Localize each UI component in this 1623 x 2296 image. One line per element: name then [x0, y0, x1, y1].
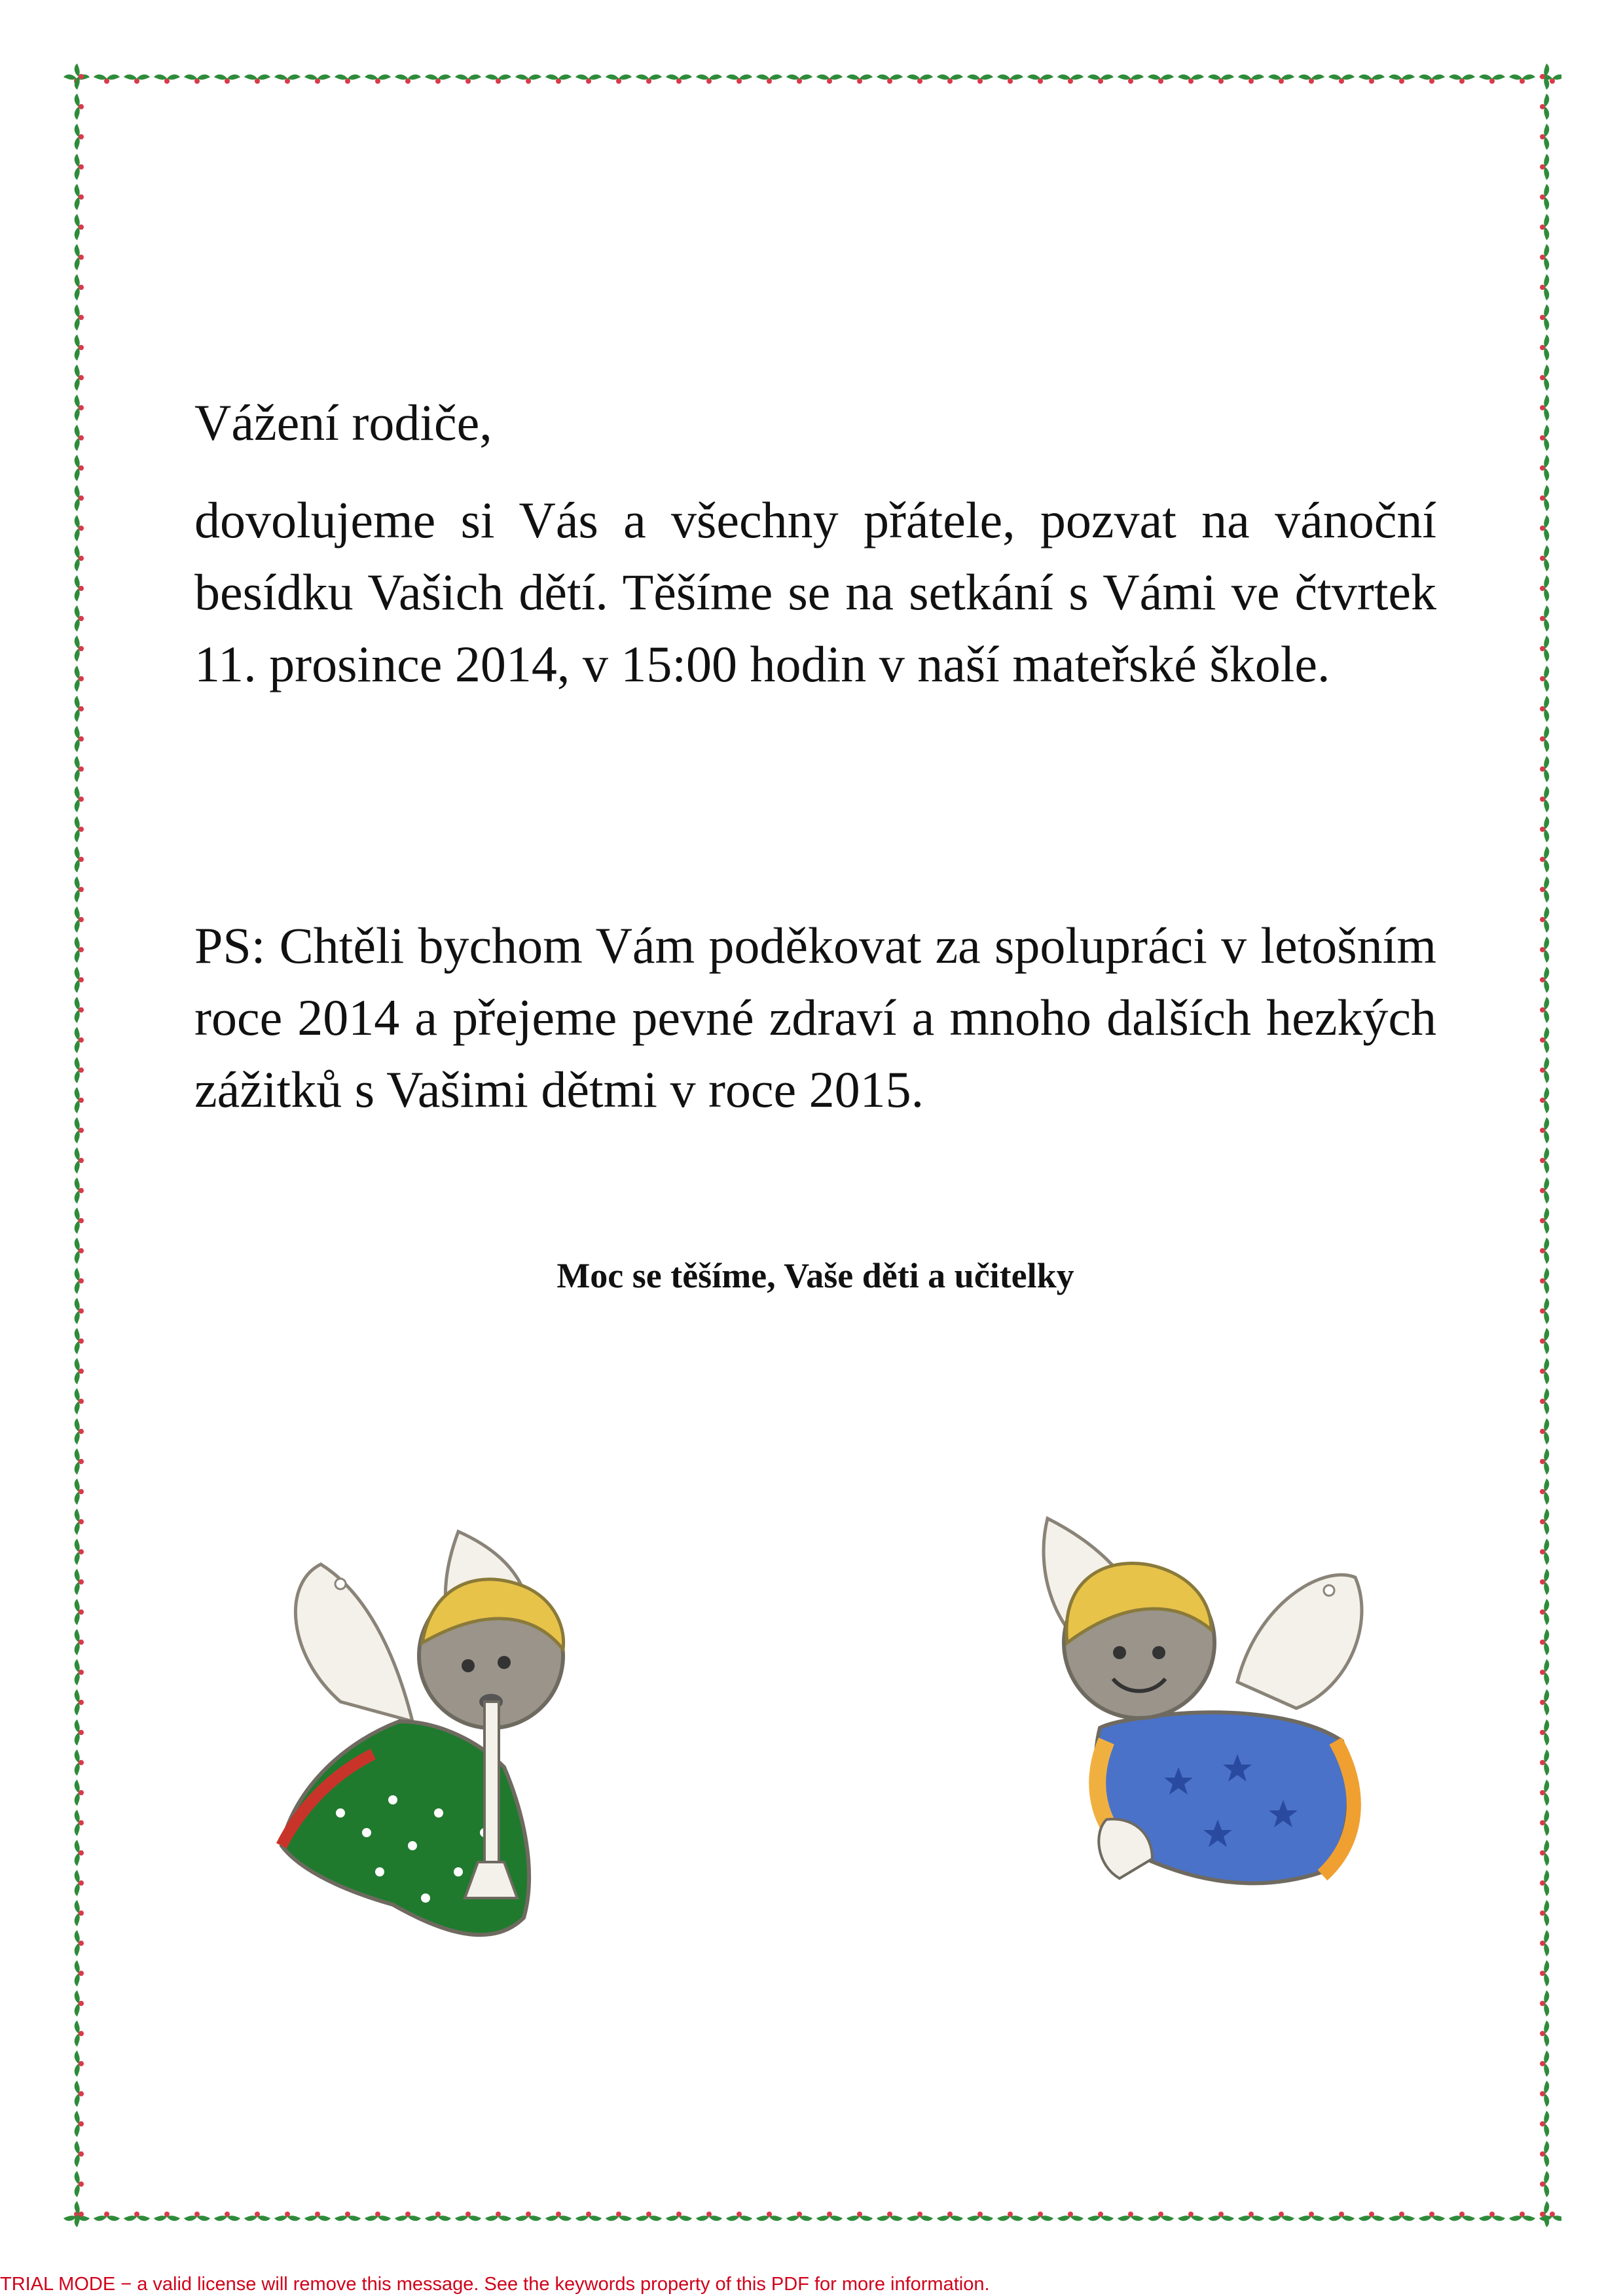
holly-sprig-icon: [75, 1177, 84, 1204]
holly-sprig-icon: [75, 1659, 84, 1685]
holly-sprig-icon: [75, 2051, 84, 2077]
holly-sprig-icon: [696, 75, 722, 84]
trial-mode-notice: TRIAL MODE − a valid license will remove this message. See the keywords property of this PDF for more information.: [0, 2274, 990, 2295]
holly-sprig-icon: [75, 2081, 84, 2107]
holly-sprig-icon: [1419, 2212, 1445, 2221]
holly-sprig-icon: [1540, 1388, 1549, 1414]
holly-sprig-icon: [726, 75, 752, 84]
angel-blue-ornament-image: [956, 1492, 1427, 1990]
holly-sprig-icon: [847, 2212, 873, 2221]
holly-sprig-icon: [75, 485, 84, 511]
holly-sprig-icon: [1540, 1689, 1549, 1715]
holly-sprig-icon: [365, 2212, 391, 2221]
holly-sprig-icon: [606, 2212, 632, 2221]
holly-sprig-icon: [75, 334, 84, 361]
holly-sprig-icon: [1540, 937, 1549, 963]
holly-sprig-icon: [1449, 2212, 1475, 2221]
holly-sprig-icon: [606, 75, 632, 84]
holly-sprig-icon: [1087, 2212, 1114, 2221]
holly-sprig-icon: [75, 244, 84, 270]
holly-sprig-icon: [1359, 75, 1385, 84]
holly-sprig-icon: [847, 75, 873, 84]
holly-sprig-icon: [1540, 1810, 1549, 1836]
holly-sprig-icon: [94, 2212, 120, 2221]
holly-sprig-icon: [1540, 2111, 1549, 2137]
holly-sprig-icon: [244, 2212, 270, 2221]
holly-sprig-icon: [937, 75, 963, 84]
holly-sprig-icon: [1540, 1087, 1549, 1113]
holly-sprig-icon: [1178, 2212, 1204, 2221]
holly-sprig-icon: [75, 1569, 84, 1595]
holly-sprig-icon: [1540, 1027, 1549, 1053]
holly-sprig-icon: [726, 2212, 752, 2221]
holly-sprig-icon: [1328, 2212, 1355, 2221]
holly-sprig-icon: [1540, 1960, 1549, 1986]
holly-sprig-icon: [75, 666, 84, 692]
holly-sprig-icon: [75, 1840, 84, 1866]
holly-sprig-icon: [1328, 75, 1355, 84]
holly-sprig-icon: [75, 1268, 84, 1294]
holly-sprig-icon: [636, 75, 662, 84]
holly-sprig-icon: [75, 575, 84, 601]
holly-sprig-icon: [274, 75, 301, 84]
holly-sprig-icon: [75, 63, 84, 90]
holly-sprig-icon: [154, 2212, 180, 2221]
holly-sprig-icon: [1540, 1840, 1549, 1866]
holly-sprig-icon: [75, 636, 84, 662]
holly-sprig-icon: [304, 75, 331, 84]
holly-sprig-icon: [75, 2201, 84, 2227]
holly-sprig-icon: [1540, 2201, 1549, 2227]
holly-sprig-icon: [997, 75, 1023, 84]
holly-sprig-icon: [75, 786, 84, 812]
holly-sprig-icon: [75, 1328, 84, 1354]
holly-sprig-icon: [1540, 1268, 1549, 1294]
holly-sprig-icon: [455, 75, 481, 84]
holly-sprig-icon: [1540, 1479, 1549, 1505]
holly-sprig-icon: [1540, 1870, 1549, 1896]
holly-sprig-icon: [75, 1358, 84, 1384]
holly-sprig-icon: [1540, 545, 1549, 571]
holly-sprig-icon: [75, 937, 84, 963]
invitation-paragraph: dovolujeme si Vás a všechny přátele, pozvat na vánoční besídku Vašich dětí. Těšíme se na setkání s Vámi ve čtvrtek 11. prosince 2014, v 15:00 hodin v naší mateřské škole.: [194, 492, 1436, 692]
holly-sprig-icon: [75, 124, 84, 150]
holly-sprig-icon: [75, 1689, 84, 1715]
holly-sprig-icon: [75, 214, 84, 240]
holly-sprig-icon: [75, 1027, 84, 1053]
holly-sprig-icon: [907, 2212, 933, 2221]
holly-sprig-icon: [666, 75, 692, 84]
holly-sprig-icon: [1389, 2212, 1415, 2221]
holly-sprig-icon: [1540, 2171, 1549, 2197]
holly-sprig-icon: [1540, 1569, 1549, 1595]
holly-sprig-icon: [1540, 1629, 1549, 1655]
holly-sprig-icon: [75, 1900, 84, 1926]
holly-sprig-icon: [75, 1388, 84, 1414]
holly-sprig-icon: [244, 75, 270, 84]
holly-sprig-icon: [75, 1870, 84, 1896]
holly-sprig-icon: [124, 2212, 150, 2221]
holly-sprig-icon: [75, 1509, 84, 1535]
holly-sprig-icon: [1540, 1780, 1549, 1806]
greeting: Vážení rodiče,: [194, 394, 492, 451]
holly-sprig-icon: [1057, 2212, 1084, 2221]
holly-sprig-icon: [425, 75, 451, 84]
holly-sprig-icon: [1540, 1238, 1549, 1264]
holly-sprig-icon: [1087, 75, 1114, 84]
holly-sprig-icon: [636, 2212, 662, 2221]
holly-sprig-icon: [1540, 2141, 1549, 2167]
holly-sprig-icon: [184, 2212, 210, 2221]
holly-sprig-icon: [75, 1057, 84, 1083]
holly-sprig-icon: [75, 1780, 84, 1806]
holly-sprig-icon: [1540, 515, 1549, 541]
holly-sprig-icon: [1540, 1990, 1549, 2017]
postscript-paragraph: PS: Chtěli bychom Vám poděkovat za spolupráci v letošním roce 2014 a přejeme pevné zdraví a mnoho dalších hezkých zážitků s Vašimi dětmi v roce 2015.: [194, 917, 1436, 1118]
holly-sprig-icon: [1540, 786, 1549, 812]
holly-border-top: [62, 62, 1561, 95]
holly-sprig-icon: [75, 997, 84, 1023]
holly-sprig-icon: [75, 545, 84, 571]
holly-sprig-icon: [75, 605, 84, 632]
holly-sprig-icon: [756, 2212, 782, 2221]
holly-sprig-icon: [75, 184, 84, 210]
holly-sprig-icon: [1540, 696, 1549, 722]
holly-sprig-icon: [786, 2212, 812, 2221]
holly-sprig-icon: [1540, 2051, 1549, 2077]
holly-sprig-icon: [274, 2212, 301, 2221]
holly-sprig-icon: [756, 75, 782, 84]
holly-sprig-icon: [1540, 1930, 1549, 1956]
holly-sprig-icon: [1540, 967, 1549, 993]
holly-sprig-icon: [1057, 75, 1084, 84]
holly-sprig-icon: [1540, 274, 1549, 300]
holly-sprig-icon: [75, 1117, 84, 1143]
holly-sprig-icon: [816, 75, 843, 84]
holly-sprig-icon: [1148, 75, 1174, 84]
holly-sprig-icon: [75, 2171, 84, 2197]
holly-sprig-icon: [967, 2212, 993, 2221]
holly-sprig-icon: [907, 75, 933, 84]
holly-sprig-icon: [877, 2212, 903, 2221]
holly-sprig-icon: [545, 75, 572, 84]
holly-sprig-icon: [1540, 94, 1549, 120]
holly-sprig-icon: [1540, 1418, 1549, 1444]
holly-sprig-icon: [545, 2212, 572, 2221]
holly-border-left: [62, 62, 95, 2233]
holly-sprig-icon: [1540, 1599, 1549, 1625]
holly-sprig-icon: [154, 75, 180, 84]
holly-sprig-icon: [1540, 244, 1549, 270]
holly-sprig-icon: [1540, 2020, 1549, 2047]
holly-sprig-icon: [1419, 75, 1445, 84]
holly-sprig-icon: [1540, 63, 1549, 90]
holly-sprig-icon: [1540, 997, 1549, 1023]
holly-sprig-icon: [1540, 395, 1549, 421]
holly-border-right: [1529, 62, 1561, 2233]
holly-sprig-icon: [1540, 636, 1549, 662]
holly-sprig-icon: [75, 967, 84, 993]
holly-sprig-icon: [1540, 214, 1549, 240]
holly-sprig-icon: [75, 395, 84, 421]
holly-sprig-icon: [1027, 75, 1053, 84]
holly-sprig-icon: [75, 515, 84, 541]
holly-sprig-icon: [1178, 75, 1204, 84]
holly-sprig-icon: [395, 2212, 421, 2221]
holly-sprig-icon: [575, 75, 602, 84]
holly-sprig-icon: [75, 1208, 84, 1234]
holly-sprig-icon: [1540, 1328, 1549, 1354]
holly-sprig-icon: [75, 1418, 84, 1444]
holly-sprig-icon: [816, 2212, 843, 2221]
holly-sprig-icon: [1540, 1900, 1549, 1926]
holly-sprig-icon: [75, 756, 84, 782]
holly-sprig-icon: [1298, 75, 1324, 84]
holly-sprig-icon: [1540, 455, 1549, 481]
holly-sprig-icon: [1540, 756, 1549, 782]
holly-sprig-icon: [786, 75, 812, 84]
holly-sprig-icon: [1540, 1509, 1549, 1535]
holly-sprig-icon: [75, 1719, 84, 1746]
holly-sprig-icon: [75, 154, 84, 180]
holly-sprig-icon: [94, 75, 120, 84]
holly-sprig-icon: [455, 2212, 481, 2221]
holly-sprig-icon: [1540, 1719, 1549, 1746]
holly-sprig-icon: [75, 846, 84, 872]
holly-sprig-icon: [124, 75, 150, 84]
holly-sprig-icon: [1540, 1539, 1549, 1565]
holly-sprig-icon: [575, 2212, 602, 2221]
holly-sprig-icon: [75, 1749, 84, 1776]
holly-sprig-icon: [1238, 75, 1264, 84]
holly-sprig-icon: [395, 75, 421, 84]
holly-sprig-icon: [1208, 2212, 1234, 2221]
holly-sprig-icon: [75, 906, 84, 933]
holly-sprig-icon: [1540, 304, 1549, 331]
holly-sprig-icon: [1540, 906, 1549, 933]
holly-sprig-icon: [1389, 75, 1415, 84]
holly-sprig-icon: [75, 1990, 84, 2017]
holly-sprig-icon: [515, 2212, 541, 2221]
holly-sprig-icon: [1540, 1057, 1549, 1083]
closing-signature: Moc se těšíme, Vaše děti a učitelky: [556, 1256, 1074, 1295]
holly-sprig-icon: [335, 75, 361, 84]
holly-sprig-icon: [75, 1539, 84, 1565]
holly-sprig-icon: [75, 2141, 84, 2167]
holly-sprig-icon: [1540, 666, 1549, 692]
holly-sprig-icon: [1118, 2212, 1144, 2221]
holly-sprig-icon: [515, 75, 541, 84]
holly-sprig-icon: [75, 1087, 84, 1113]
holly-sprig-icon: [1540, 365, 1549, 391]
holly-sprig-icon: [1540, 1177, 1549, 1204]
holly-border-bottom: [62, 2200, 1561, 2233]
holly-sprig-icon: [1208, 75, 1234, 84]
holly-sprig-icon: [75, 274, 84, 300]
holly-sprig-icon: [1540, 1298, 1549, 1324]
holly-sprig-icon: [485, 75, 511, 84]
holly-sprig-icon: [1449, 75, 1475, 84]
holly-sprig-icon: [75, 1930, 84, 1956]
holly-sprig-icon: [937, 2212, 963, 2221]
holly-sprig-icon: [75, 816, 84, 842]
holly-sprig-icon: [1540, 816, 1549, 842]
holly-sprig-icon: [425, 2212, 451, 2221]
holly-sprig-icon: [1540, 1147, 1549, 1174]
holly-sprig-icon: [1540, 425, 1549, 451]
holly-sprig-icon: [214, 75, 240, 84]
holly-sprig-icon: [696, 2212, 722, 2221]
holly-sprig-icon: [1540, 485, 1549, 511]
holly-sprig-icon: [1118, 75, 1144, 84]
holly-sprig-icon: [485, 2212, 511, 2221]
holly-sprig-icon: [75, 1238, 84, 1264]
holly-sprig-icon: [75, 876, 84, 903]
holly-sprig-icon: [75, 1479, 84, 1505]
holly-sprig-icon: [1540, 726, 1549, 752]
holly-sprig-icon: [877, 75, 903, 84]
holly-sprig-icon: [75, 304, 84, 331]
holly-sprig-icon: [75, 1448, 84, 1475]
holly-sprig-icon: [1540, 846, 1549, 872]
holly-sprig-icon: [214, 2212, 240, 2221]
holly-sprig-icon: [1540, 575, 1549, 601]
holly-sprig-icon: [75, 425, 84, 451]
holly-sprig-icon: [75, 1298, 84, 1324]
holly-sprig-icon: [75, 1810, 84, 1836]
holly-sprig-icon: [1479, 75, 1505, 84]
holly-sprig-icon: [75, 455, 84, 481]
holly-sprig-icon: [335, 2212, 361, 2221]
holly-sprig-icon: [184, 75, 210, 84]
holly-sprig-icon: [1540, 1749, 1549, 1776]
angel-green-ornament-image: [242, 1505, 714, 1990]
holly-sprig-icon: [75, 1960, 84, 1986]
holly-sprig-icon: [1148, 2212, 1174, 2221]
holly-sprig-icon: [1238, 2212, 1264, 2221]
holly-sprig-icon: [1268, 75, 1294, 84]
holly-sprig-icon: [997, 2212, 1023, 2221]
holly-sprig-icon: [1540, 605, 1549, 632]
holly-sprig-icon: [967, 75, 993, 84]
holly-sprig-icon: [75, 2020, 84, 2047]
holly-sprig-icon: [75, 726, 84, 752]
holly-sprig-icon: [1540, 1448, 1549, 1475]
holly-sprig-icon: [1540, 1358, 1549, 1384]
holly-sprig-icon: [1027, 2212, 1053, 2221]
holly-sprig-icon: [1540, 2081, 1549, 2107]
holly-sprig-icon: [1540, 876, 1549, 903]
holly-sprig-icon: [1540, 1117, 1549, 1143]
holly-sprig-icon: [75, 94, 84, 120]
holly-sprig-icon: [1540, 1208, 1549, 1234]
holly-sprig-icon: [75, 1599, 84, 1625]
holly-sprig-icon: [666, 2212, 692, 2221]
holly-sprig-icon: [75, 1629, 84, 1655]
holly-sprig-icon: [304, 2212, 331, 2221]
holly-sprig-icon: [75, 2111, 84, 2137]
holly-sprig-icon: [1540, 184, 1549, 210]
holly-sprig-icon: [75, 696, 84, 722]
holly-sprig-icon: [1268, 2212, 1294, 2221]
holly-sprig-icon: [1479, 2212, 1505, 2221]
holly-sprig-icon: [1540, 334, 1549, 361]
holly-sprig-icon: [1298, 2212, 1324, 2221]
holly-sprig-icon: [75, 1147, 84, 1174]
holly-sprig-icon: [1359, 2212, 1385, 2221]
holly-sprig-icon: [1540, 1659, 1549, 1685]
holly-sprig-icon: [1540, 154, 1549, 180]
holly-sprig-icon: [75, 365, 84, 391]
holly-sprig-icon: [365, 75, 391, 84]
holly-sprig-icon: [1540, 124, 1549, 150]
